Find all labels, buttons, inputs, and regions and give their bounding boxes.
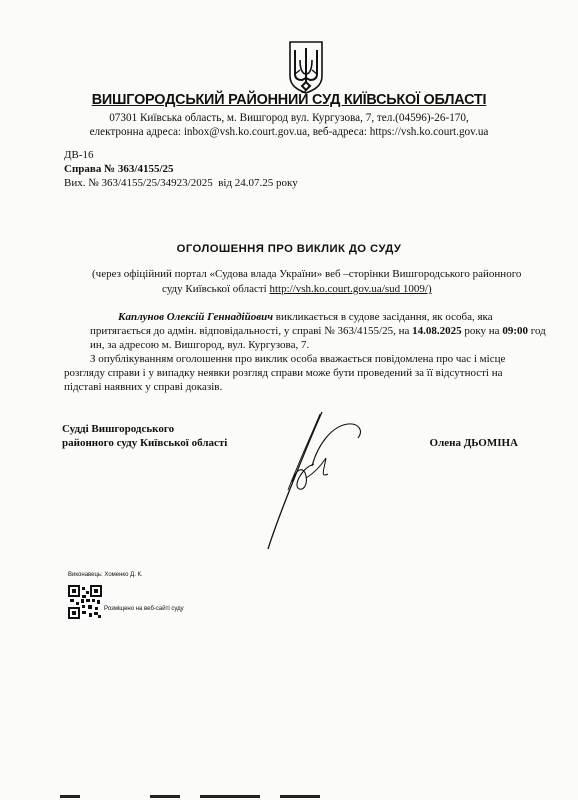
case-number: Справа № 363/4155/25: [64, 163, 174, 175]
judge-title-line1: Судді Вишгородського: [62, 423, 175, 435]
form-code: ДВ-16: [64, 149, 94, 161]
scan-artifact-mark: [280, 795, 320, 798]
handwritten-signature: [262, 404, 372, 554]
paragraph2-line3: підставі наявних у справі доказів.: [64, 381, 223, 393]
notice-title: ОГОЛОШЕННЯ ПРО ВИКЛИК ДО СУДУ: [176, 243, 402, 255]
paragraph1-line2: [90, 325, 546, 337]
paragraph1-line1-text: викликається в судове засідання, як особа, яка: [273, 311, 493, 323]
hearing-date: 14.08.2025: [412, 325, 462, 337]
court-name: ВИШГОРОДСЬКИЙ РАЙОННИЙ СУД КИЇВСЬКОЇ ОБЛАСТІ: [91, 92, 487, 108]
paragraph1-line1: [118, 311, 493, 323]
paragraph1-line2-text: притягається до адмін. відповідальності, у справі № 363/4155/25, на: [90, 325, 413, 337]
hearing-time: 09:00: [502, 325, 528, 337]
tryzub-emblem-icon: [286, 38, 326, 94]
notice-subtitle-line2: [162, 283, 432, 295]
outgoing-date: від 24.07.25 року: [218, 177, 298, 189]
notice-subtitle-line1: (через офіційний портал «Судова влада України» веб –сторінки Вишгородського районного: [92, 268, 522, 280]
scan-artifact-mark: [150, 795, 180, 798]
executor-note: Виконавець: Хоменко Д. К.: [68, 572, 143, 578]
qr-caption: Розміщено на веб-сайті суду: [104, 606, 184, 612]
judge-name: Олена ДЬОМІНА: [429, 437, 518, 449]
paragraph1-line3: ин, за адресою м. Вишгород, вул. Кургузова, 7.: [90, 339, 310, 351]
paragraph2-line1: З опублікуванням оголошення про виклик особа вважається повідомлена про час і місце: [90, 353, 506, 365]
outgoing-number: [64, 177, 298, 189]
paragraph1-line2-end: год: [528, 325, 546, 337]
paragraph1-line2-mid: року на: [461, 325, 503, 337]
judge-title-line2: районного суду Київської області: [62, 437, 228, 449]
scan-artifact-mark: [60, 795, 80, 798]
scan-artifact-mark: [200, 795, 260, 798]
court-portal-link[interactable]: http://vsh.ko.court.gov.ua/sud 1009/): [269, 283, 432, 295]
paragraph2-line2: розгляду справи і у випадку неявки розгляд справи може бути проведений за її відсутності на: [64, 367, 503, 379]
qr-code-icon: [68, 585, 102, 619]
summoned-person-name: Каплунов Олексій Геннадійович: [118, 311, 274, 323]
notice-subtitle-prefix: суду Київської області: [162, 283, 270, 295]
court-address: 07301 Київська область, м. Вишгород вул. Кургузова, 7, тел.(04596)-26-170,: [109, 112, 469, 124]
court-contacts: електронна адреса: inbox@vsh.ko.court.gov.ua, веб-адреса: https://vsh.ko.court.gov.ua: [89, 126, 489, 138]
outgoing-number-value: Вих. № 363/4155/25/34923/2025: [64, 177, 213, 189]
